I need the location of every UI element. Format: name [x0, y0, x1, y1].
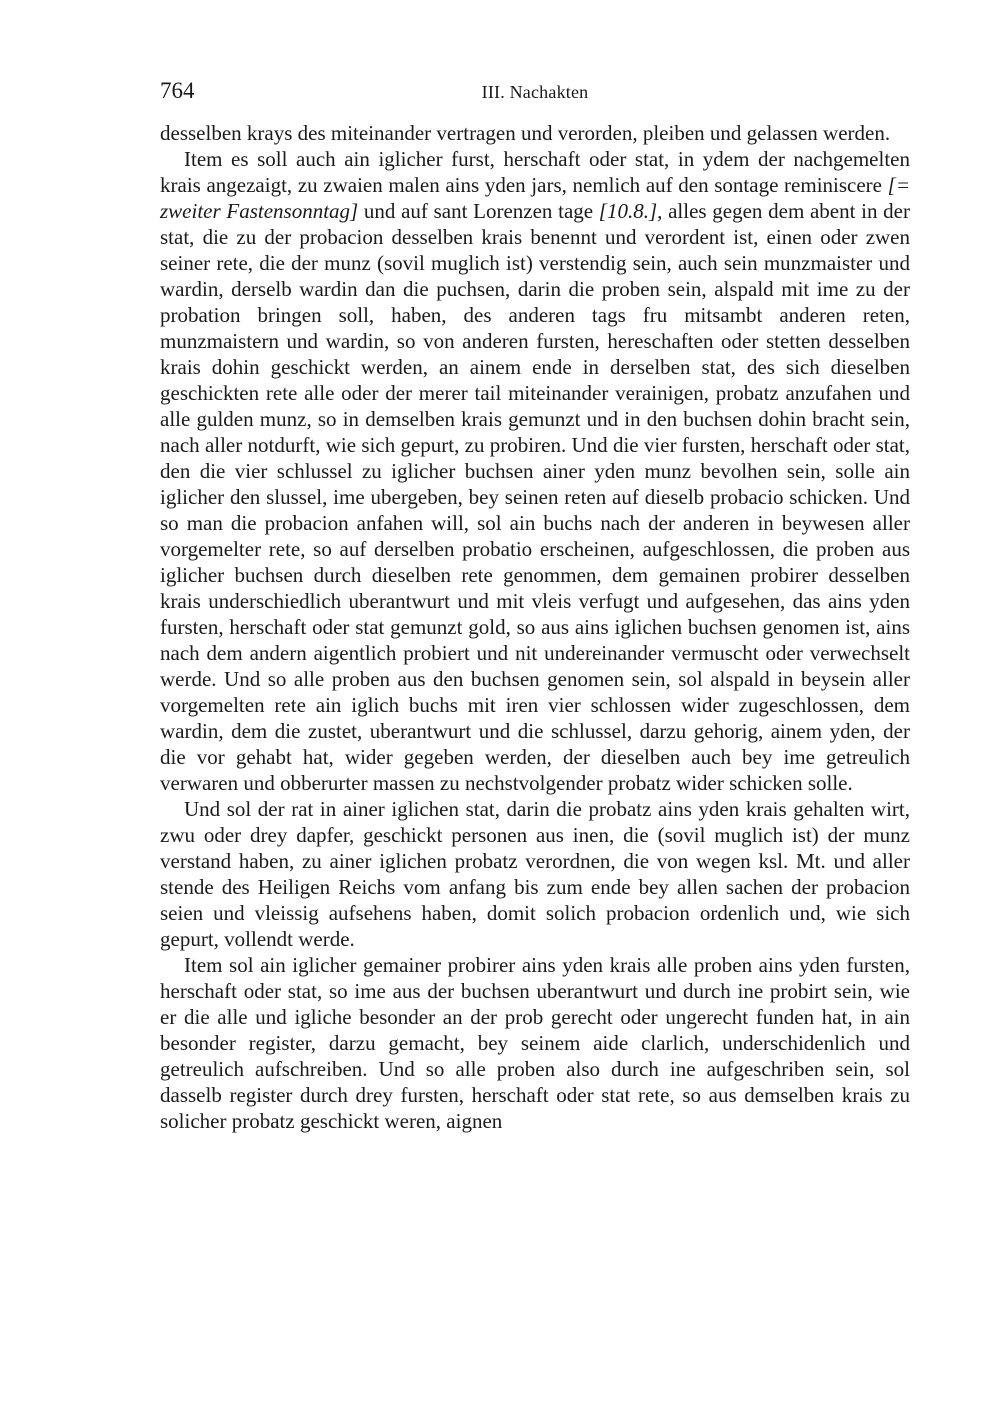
- text-segment: alles gegen dem abent in der stat, die zu der probacion desselben krais benennt und verordent ist, einen oder zwen seiner rete, die der munz (sovil muglich ist) verstendig sein, auch sein munzmaister und wardin, derselb wardin dan die puchsen, darin die proben sein, alspald mit ime zu der probation bringen soll, haben, des anderen tags fru mitsambt anderen reten, munzmaistern und wardin, so von anderen fursten, hereschaften oder stetten desselben krais dohin geschickt werden, an ainem ende in derselben stat, des sich dieselben geschickten rete alle oder der merer tail miteinander verainigen, probatz anzufahen und alle gulden munz, so in demselben krais gemunzt und in den buchsen dohin bracht sein, nach aller notdurft, wie sich gepurt, zu probiren. Und die vier fursten, herschaft oder stat, den die vier schlussel zu iglicher buchsen ainer yden munz bevolhen sein, solle ain iglicher den slussel, ime ubergeben, bey seinen reten auf dieselb probacio schicken. Und so man die probacion anfahen will, sol ain buchs nach der anderen in beywesen aller vorgemelter rete, so auf derselben probatio erscheinen, aufgeschlossen, die proben aus iglicher buchsen durch dieselben rete genommen, dem gemainen probirer desselben krais underschiedlich uberantwurt und mit vleis verfugt und aufgesehen, das ains yden fursten, herschaft oder stat gemunzt gold, so aus ains iglichen buchsen genomen ist, ains nach dem andern aigentlich probiert und nit undereinander vermuscht oder verwechselt werde. Und so alle proben aus den buchsen genomen sein, sol alspald in beysein aller vorgemelten rete ain iglich buchs mit iren vier schlossen wider zugeschlossen, dem wardin, dem die zustet, uberantwurt und die schlussel, darzu gehorig, ainem yden, der die vor gehabt hat, wider gegeben werden, der dieselben auch bey ime getreulich verwaren und obberurter massen zu nechstvolgender probatz wider schicken solle.: [160, 199, 911, 795]
- book-page: [160, 78, 910, 1134]
- text-segment: Item es soll auch ain iglicher furst, herschaft oder stat, in ydem der nachgemelten krais angezaigt, zu zwaien malen ains yden jars, nemlich auf den sontage reminiscere: [160, 147, 910, 197]
- body-text: [160, 120, 910, 1134]
- text-segment: Item sol ain iglicher gemainer probirer ains yden krais alle proben ains yden fursten, herschaft oder stat, so ime aus der buchsen uberantwurt und durch ine probirt sein, wie er die alle und igliche besonder an der prob gerecht oder ungerecht funden hat, in ain besonder register, darzu gemacht, bey seinem aide clarlich, underschidenlich und getreulich aufschreiben. Und so alle proben also durch ine aufgeschriben sein, sol dasselb register durch drey fursten, herschaft oder stat rete, so aus demselben krais zu solicher probatz geschickt weren, aignen: [160, 953, 910, 1133]
- editorial-note: [= zweiter Fastensonntag]: [160, 173, 910, 223]
- editorial-note: [10.8.],: [598, 199, 663, 223]
- text-segment: desselben krays des miteinander vertragen und verorden, pleiben und gelassen werden.: [160, 121, 891, 145]
- text-segment: und auf sant Lorenzen tage: [358, 199, 599, 223]
- paragraph-continuation: [160, 120, 910, 146]
- page-header: [160, 78, 910, 108]
- text-segment: Und sol der rat in ainer iglichen stat, darin die probatz ains yden krais gehalten wirt, zwu oder drey dapfer, geschickt personen aus inen, die (sovil muglich ist) der munz verstand haben, zu ainer iglichen probatz verordnen, die von wegen ksl. Mt. und aller stende des Heiligen Reichs vom anfang bis zum ende bey allen sachen der probacion seien und vleissig aufsehens haben, domit solich probacion ordenlich und, wie sich gepurt, vollendt werde.: [160, 797, 910, 951]
- paragraph-item-probation: [160, 146, 910, 796]
- running-head: III. Nachakten: [481, 82, 589, 102]
- page-number: 764: [160, 78, 195, 103]
- paragraph-rat: [160, 796, 910, 952]
- paragraph-probirer: [160, 952, 910, 1134]
